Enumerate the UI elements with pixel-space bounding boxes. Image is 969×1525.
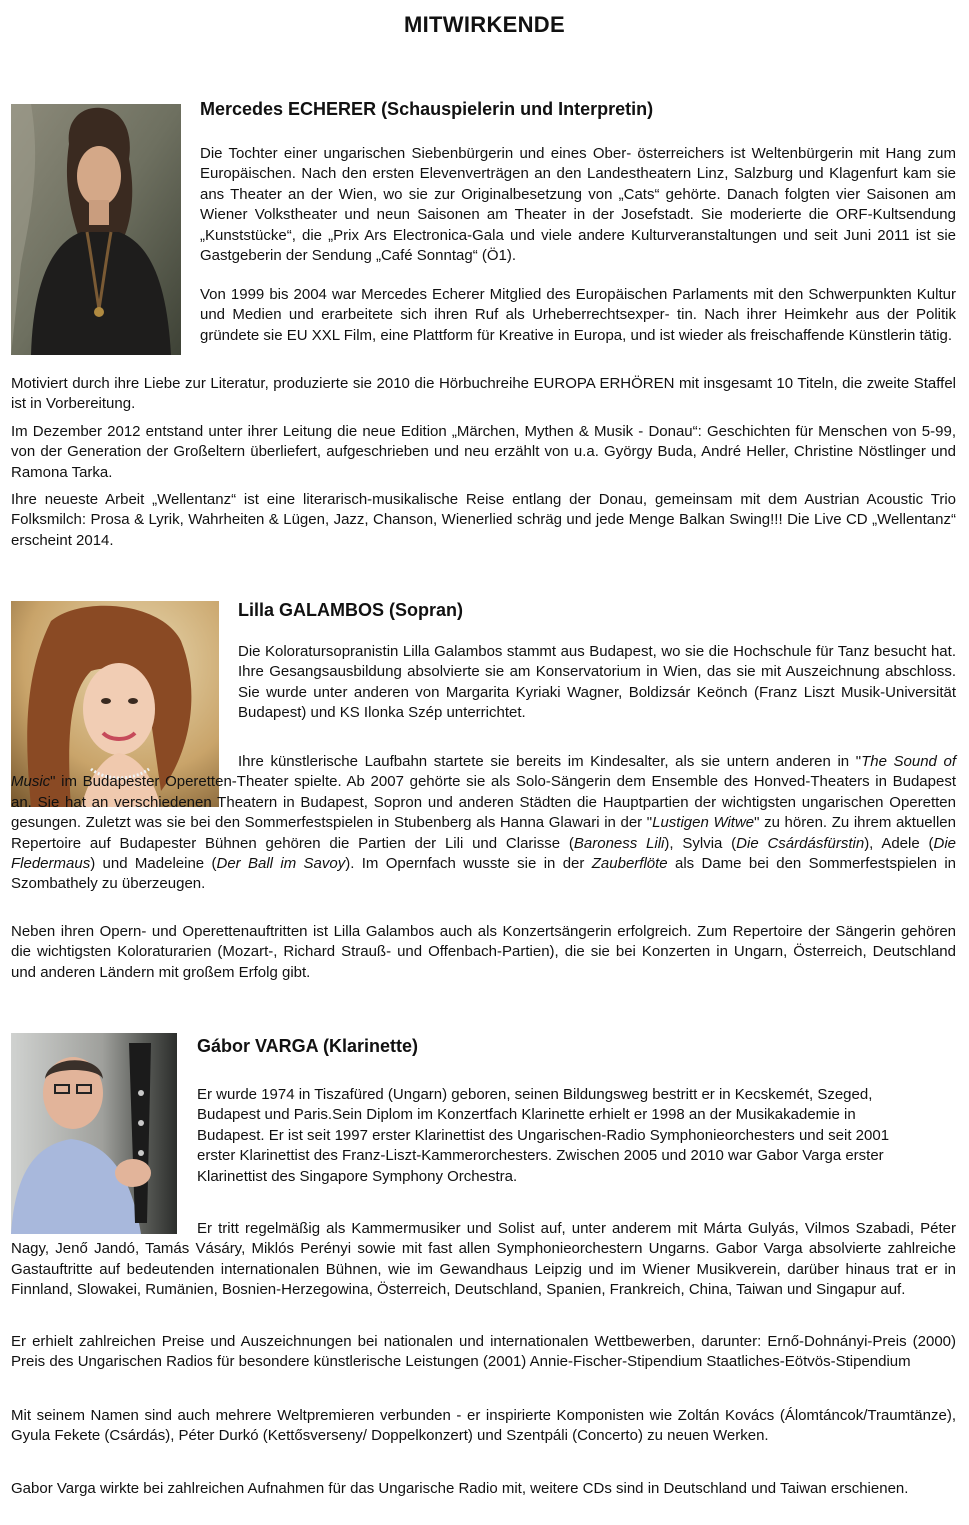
career-text: ) und Madeleine ( xyxy=(90,855,217,873)
bio-paragraph: Die Tochter einer ungarischen Siebenbürgerin und eines Ober- österreichers ist Weltenbürgerin mit Hang zum Europäischen. Nach den ersten Elevenverträgen an den Landestheatern Linz, Salzburg und Klagenfurt kam sie ans Theater an der Wien, wo sie zur Originalbesetzung von „Cats“ gehörte. Danach folgten vier Saisonen am Wiener Volkstheater und neun Saisonen am Theater in der Josefstadt. Sie moderierte die ORF-Kultsendung „Kunststücke“, die „Prix Ars Electronica-Gala und viele andere Kulturveranstaltungen und seit Juni 2011 ist sie Gastgeberin der Sendung „Café Sonntag“ (Ö1). xyxy=(200,145,956,265)
bio-paragraph: Von 1999 bis 2004 war Mercedes Echerer Mitglied des Europäischen Parlaments mit den Schwerpunkten Kultur und Medien und erarbeitete sich ihren Ruf als Urheberrechtsexper- tin. Nach ihrer Heimkehr aus der Politik gründete sie EU XXL Film, eine Plattform für Kreative in Europa, und ist wieder als freischaffende Künstlerin tätig. xyxy=(200,286,956,344)
career-text: " zu hören. Zu ihrem aktuellen Repertoire auf Budapester Bühnen gehören die Partien der Lili und Clarisse ( xyxy=(11,814,956,852)
bio-paragraph: Gabor Varga wirkte bei zahlreichen Aufnahmen für das Ungarische Radio mit, weitere CDs sind in Deutschland und Taiwan erschienen. xyxy=(11,1480,909,1497)
bio-paragraph: Er tritt regelmäßig als Kammermusiker und Solist auf, unter anderem mit Márta Gulyás, Vilmos Szabadi, Péter Nagy, Jenő Jandó, Tamás Vásáry, Miklós Perényi sowie mit fast allen Symphonieorchestern Ungarns. Gabor Varga absolvierte zahlreiche Gastauftritte auf bedeutenden internationalen Bühnen, wie im Gewandhaus Leipzig und im Wiener Musikverein, darüber hinaus trat er in Finnland, Slowakei, Rumänien, Bosnien-Herzegowina, Österreich, Deutschland, Spanien, Frankreich, China, Taiwan und Singapur auf. xyxy=(11,1220,956,1299)
work-title: Lustigen Witwe xyxy=(652,814,755,832)
work-title: Zauberflöte xyxy=(591,855,668,873)
work-title: Baroness Lili xyxy=(573,834,665,852)
artist-name-varga: Gábor VARGA (Klarinette) xyxy=(197,1036,419,1056)
bio-paragraph: Motiviert durch ihre Liebe zur Literatur, produzierte sie 2010 die Hörbuchreihe EUROPA ERHÖREN mit insgesamt 10 Titeln, die zweite Staffel ist in Vorbereitung. xyxy=(11,375,956,413)
work-title: Der Ball im Savoy xyxy=(216,855,346,873)
bio-paragraph: Im Dezember 2012 entstand unter ihrer Leitung die neue Edition „Märchen, Mythen & Musik - Donau“: Geschichten für Menschen von 5-99, von der Generation der Großeltern überliefert, aufgeschrieben und neu erzählt von u.a. György Buda, André Heller, Christine Nöstlinger und Ramona Tarka. xyxy=(11,423,956,481)
bio-paragraph: Neben ihren Opern- und Operettenauftritten ist Lilla Galambos auch als Konzertsängerin erfolgreich. Zum Repertoire der Sängerin gehören die wichtigsten Koloraturarien (Mozart-, Richard Strauß- und Offenbach-Partien), die sie bei Konzerten in Ungarn, Österreich, Deutschland und anderen Ländern mit großem Erfolg gibt. xyxy=(11,923,956,981)
echerer-portrait-photo xyxy=(11,104,181,355)
artist-name-echerer: Mercedes ECHERER (Schauspielerin und Interpretin) xyxy=(200,99,654,119)
work-title: Die Csárdásfürstin xyxy=(736,834,865,852)
work-title: Die Fledermaus xyxy=(11,834,956,873)
varga-portrait-photo xyxy=(11,1033,177,1234)
artist-name-galambos: Lilla GALAMBOS (Sopran) xyxy=(238,600,463,620)
career-text: " im Budapester Operetten-Theater spielte. Ab 2007 gehörte sie als Solo-Sängerin dem Ensemble des Honved-Theaters in Budapest an. Sie hat an verschiedenen Theatern in Budapest, Sopron und anderen Städten die Hauptpartien der wichtigsten ungarischen Operetten gesungen. Zuletzt was sie bei den Sommerfestspielen in Stubenberg als Hanna Glawari in der " xyxy=(11,773,956,832)
page-title: MITWIRKENDE xyxy=(404,12,565,37)
bio-paragraph: Er erhielt zahlreichen Preise und Auszeichnungen bei nationalen und internationalen Wettbewerben, darunter: Ernő-Dohnányi-Preis (2000) Preis des Ungarischen Radios für besondere künstlerische Leistungen (2001) Annie-Fischer-Stipendium Staatliches-Eötvös-Stipendium xyxy=(11,1333,956,1371)
bio-paragraph: Die Koloratursopranistin Lilla Galambos stammt aus Budapest, wo sie die Hochschule für Tanz besucht hat. Ihre Gesangsausbildung absolvierte sie am Konservatorium in Wien, das sie mit Auszeichnung abschloss. Sie wurde unter anderen von Margarita Kyriaki Wagner, Boldizsár Keönch (Franz Liszt Musik-Universität Budapest) und KS Ilonka Szép unterrichtet. xyxy=(238,643,956,722)
bio-paragraph: Er wurde 1974 in Tiszafüred (Ungarn) geboren, seinen Bildungsweg bestritt er in Kecskemét, Szeged, Budapest und Paris.Sein Diplom im Konzertfach Klarinette erhielt er 1998 an der Musikakademie in Budapest. Er ist seit 1997 erster Klarinettist des Ungarischen-Radio Symphonieorchesters und seit 2001 erster Klarinettist des Franz-Liszt-Kammerorchesters. Zwischen 2005 und 2010 war Gabor Varga erster Klarinettist des Singapore Symphony Orchestra. xyxy=(197,1086,890,1185)
work-title: The Sound of Music xyxy=(11,753,956,791)
bio-paragraph-career xyxy=(11,752,956,895)
career-text: als Dame bei den Sommerfestspielen in Szombathely zu überzeugen. xyxy=(11,855,957,893)
career-text: ), Sylvia ( xyxy=(664,834,737,852)
career-text: Ihre künstlerische Laufbahn startete sie bereits im Kindesalter, als sie untern anderen in " xyxy=(238,753,862,770)
bio-paragraph: Mit seinem Namen sind auch mehrere Weltpremieren verbunden - er inspirierte Komponisten wie Zoltán Kovács (Álomtáncok/Traumtänze), Gyula Fekete (Csárdás), Péter Durkó (Kettősverseny/ Doppelkonzert) und Szentpáli (Concerto) zu neuen Werken. xyxy=(11,1407,956,1445)
career-text: ). Im Opernfach wusste sie in der xyxy=(345,855,592,873)
bio-paragraph: Ihre neueste Arbeit „Wellentanz“ ist eine literarisch-musikalische Reise entlang der Donau, gemeinsam mit dem Austrian Acoustic Trio Folksmilch: Prosa & Lyrik, Wahrheiten & Lügen, Jazz, Chanson, Wienerlied schräg und jede Menge Balkan Swing!!! Die Live CD „Wellentanz“ erscheint 2014. xyxy=(11,491,956,549)
career-text: ), Adele ( xyxy=(864,834,934,852)
